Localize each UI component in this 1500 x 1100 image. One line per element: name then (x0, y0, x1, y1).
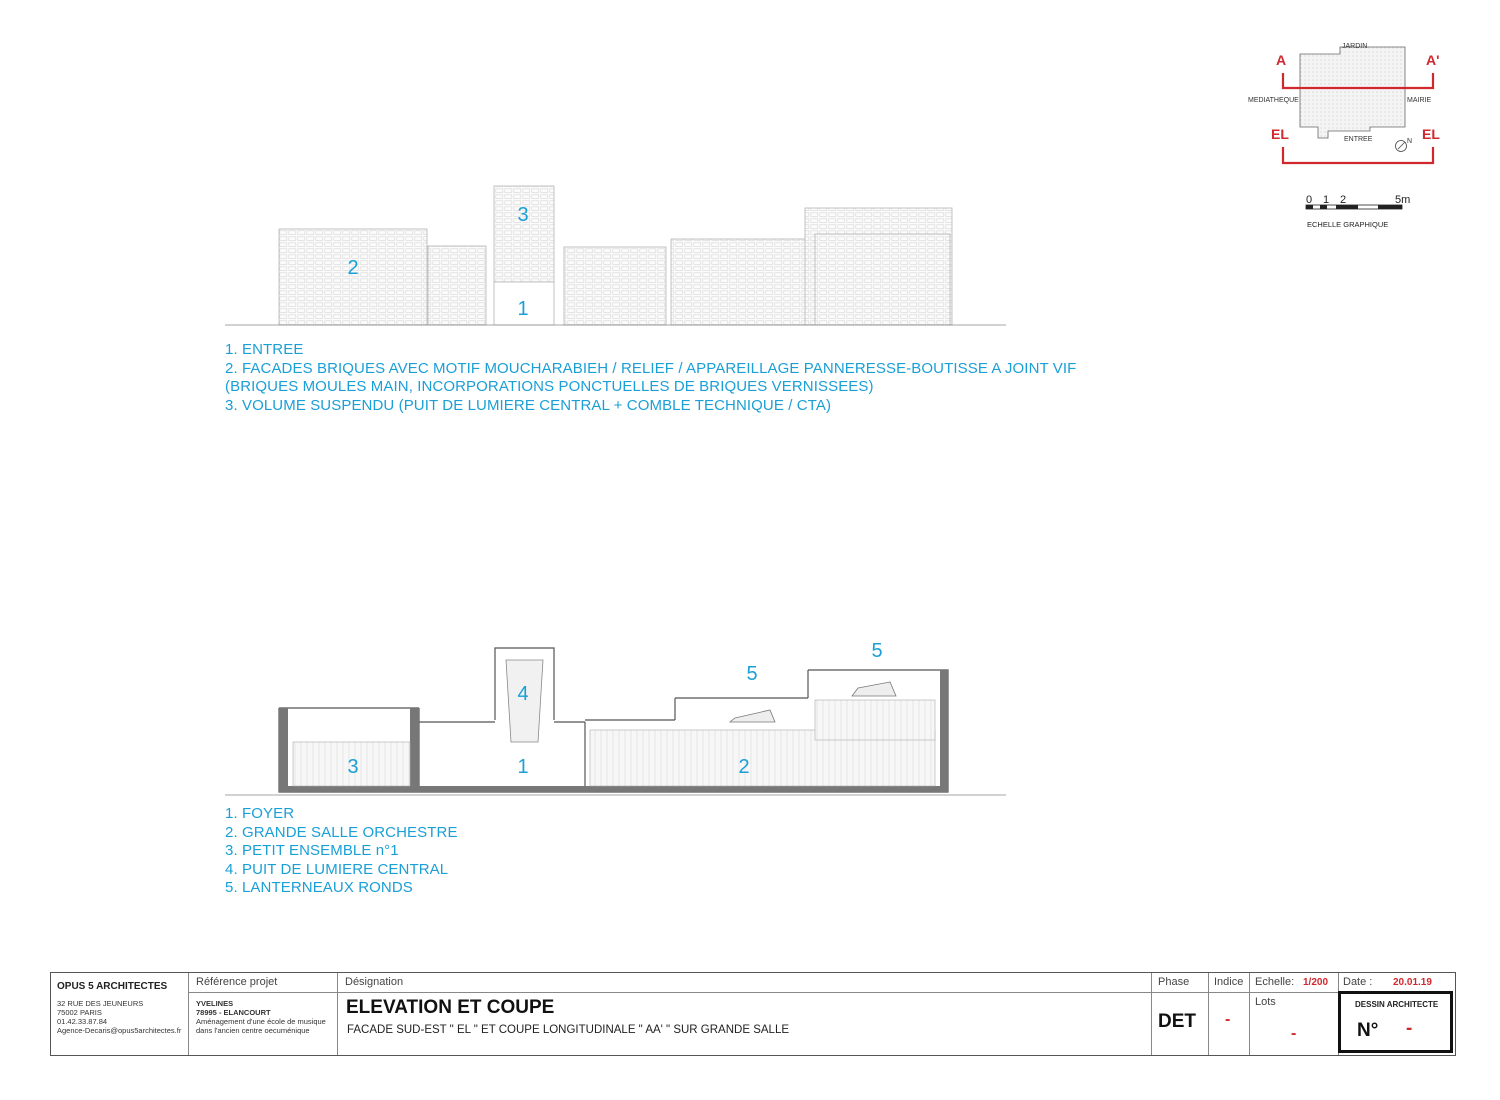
orientation-right: MAIRIE (1407, 97, 1432, 104)
elevation-legend-item: (BRIQUES MOULES MAIN, INCORPORATIONS PONCTUELLES DE BRIQUES VERNISSEES) (225, 378, 874, 396)
reference-header: Référence projet (196, 976, 278, 988)
numero-label: N° (1357, 1020, 1379, 1041)
facade-block-4 (671, 239, 812, 325)
section-legend-item: 5. LANTERNEAUX RONDS (225, 879, 413, 897)
lots-header: Lots (1255, 996, 1276, 1008)
date-header: Date : (1343, 976, 1373, 988)
designation-header: Désignation (345, 976, 404, 988)
section-label-2: 2 (738, 756, 750, 778)
skylight-2 (852, 682, 896, 696)
north-label: N (1407, 138, 1413, 145)
scale-tick-2: 2 (1340, 194, 1347, 206)
north-arrow-icon (1396, 141, 1407, 152)
facade-elevation (0, 170, 1020, 340)
indice-value: - (1225, 1011, 1231, 1028)
scale-tick-5m: 5m (1395, 194, 1411, 206)
firm-name: OPUS 5 ARCHITECTES (57, 981, 168, 992)
section-legend-item: 4. PUIT DE LUMIERE CENTRAL (225, 860, 449, 878)
scale-bar (1306, 205, 1402, 209)
scale-tick-0: 0 (1306, 194, 1313, 206)
orientation-bottom: ENTREE (1344, 136, 1373, 143)
section-legend-item: 3. PETIT ENSEMBLE n°1 (225, 842, 399, 860)
orientation-top: JARDIN (1342, 43, 1368, 50)
numero-value: - (1406, 1018, 1413, 1039)
echelle-header: Echelle: (1255, 976, 1295, 988)
project-reference: YVELINES 78995 - ELANCOURT Aménagement d'une école de musique dans l'ancien centre oecuménique (196, 999, 326, 1035)
facade-block-6 (815, 234, 950, 325)
section-label-1: 1 (517, 756, 529, 778)
firm-address: 32 RUE DES JEUNEURS 75002 PARIS 01.42.33.87.84 Agence-Decaris@opus5architectes.fr (57, 999, 182, 1035)
drawing-subtitle: FACADE SUD-EST " EL " ET COUPE LONGITUDINALE " AA' " SUR GRANDE SALLE (347, 1024, 790, 1036)
section-label-5a: 5 (746, 663, 758, 685)
title-block (50, 972, 1456, 1056)
elevation-legend-item: 3. VOLUME SUSPENDU (PUIT DE LUMIERE CENTRAL + COMBLE TECHNIQUE / CTA) (225, 396, 832, 414)
dessin-label: DESSIN ARCHITECTE (1355, 1000, 1439, 1009)
date-value: 20.01.19 (1393, 977, 1432, 988)
section-legend-item: 2. GRANDE SALLE ORCHESTRE (225, 823, 458, 841)
section-label-5b: 5 (871, 640, 883, 662)
orientation-left: MEDIATHEQUE (1248, 97, 1299, 104)
elevation-label-2: 2 (347, 257, 359, 279)
elevation-label-1: 1 (517, 298, 529, 320)
echelle-value: 1/200 (1303, 977, 1329, 988)
section-label-left: A (1276, 52, 1287, 68)
elevation-legend-item: 1. ENTREE (225, 341, 304, 358)
lots-value: - (1291, 1025, 1297, 1042)
building-footprint (1300, 47, 1405, 138)
facade-block-3 (564, 247, 666, 325)
section-label-3: 3 (347, 756, 359, 778)
elevation-legend-item: 2. FACADES BRIQUES AVEC MOTIF MOUCHARABIEH / RELIEF / APPAREILLAGE PANNERESSE-BOUTISSE A JOINT VIF (225, 359, 1077, 377)
suspended-volume (494, 186, 554, 282)
phase-value: DET (1158, 1011, 1196, 1032)
elevation-label-3: 3 (517, 204, 529, 226)
section-legend-item: 1. FOYER (225, 805, 295, 822)
indice-header: Indice (1214, 976, 1244, 988)
elevation-line-el (1283, 147, 1433, 163)
skylight-1 (730, 710, 775, 722)
scale-caption: ECHELLE GRAPHIQUE (1307, 220, 1389, 229)
key-plan (1240, 35, 1450, 235)
section-label-right: A' (1426, 52, 1440, 68)
elevation-label-right: EL (1422, 126, 1440, 142)
section-label-4: 4 (517, 683, 529, 705)
elevation-legend (225, 341, 1076, 415)
phase-header: Phase (1158, 976, 1190, 988)
longitudinal-section (0, 630, 1020, 805)
drawing-title: ELEVATION ET COUPE (346, 997, 555, 1018)
elevation-label-left: EL (1271, 126, 1289, 142)
scale-tick-1: 1 (1323, 194, 1330, 206)
section-legend (225, 805, 458, 898)
drawing-number-box (1338, 991, 1453, 1053)
facade-block-2 (428, 246, 486, 325)
